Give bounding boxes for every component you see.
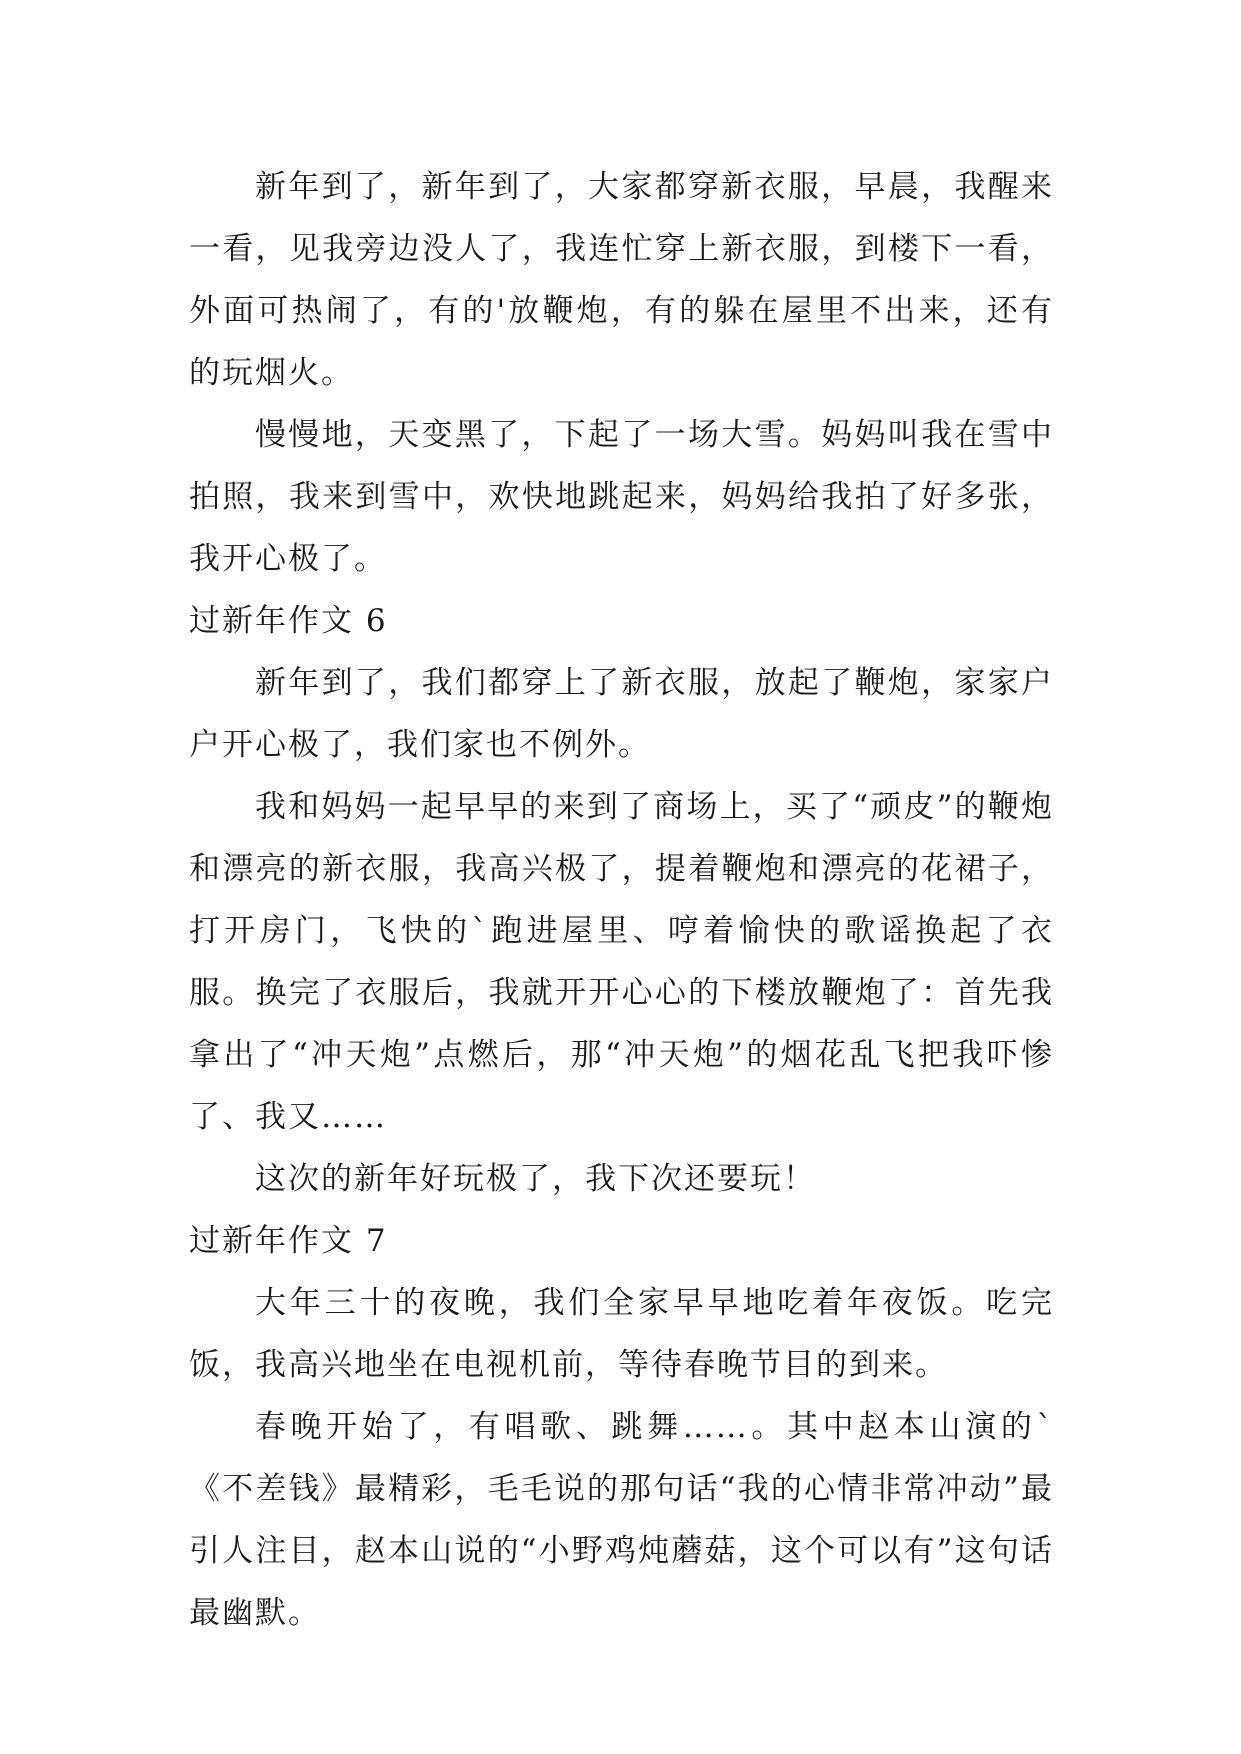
- section-heading: 过新年作文 7: [189, 1223, 388, 1259]
- section-heading: 过新年作文 6: [189, 603, 388, 639]
- paragraph: 新年到了，我们都穿上了新衣服，放起了鞭炮，家家户户开心极了，我们家也不例外。: [189, 665, 1054, 763]
- paragraph: 慢慢地，天变黑了，下起了一场大雪。妈妈叫我在雪中拍照，我来到雪中，欢快地跳起来，妈妈给我拍了好多张，我开心极了。: [189, 417, 1054, 577]
- paragraph: 我和妈妈一起早早的来到了商场上，买了“顽皮”的鞭炮和漂亮的新衣服，我高兴极了，提着鞭炮和漂亮的花裙子，打开房门，飞快的`跑进屋里、哼着愉快的歌谣换起了衣服。换完了衣服后，我就开开心心的下楼放鞭炮了：首先我拿出了“冲天炮”点燃后，那“冲天炮”的烟花乱飞把我吓惨了、我又……: [189, 789, 1054, 1135]
- paragraph: 大年三十的夜晚，我们全家早早地吃着年夜饭。吃完饭，我高兴地坐在电视机前，等待春晚节目的到来。: [189, 1285, 1054, 1383]
- document-body: [189, 156, 1054, 1644]
- paragraph: 这次的新年好玩极了，我下次还要玩！: [255, 1161, 816, 1197]
- paragraph: 春晚开始了，有唱歌、跳舞……。其中赵本山演的`《不差钱》最精彩，毛毛说的那句话“我的心情非常冲动”最引人注目，赵本山说的“小野鸡炖蘑菇，这个可以有”这句话最幽默。: [189, 1409, 1054, 1631]
- paragraph: 新年到了，新年到了，大家都穿新衣服，早晨，我醒来一看，见我旁边没人了，我连忙穿上新衣服，到楼下一看，外面可热闹了，有的'放鞭炮，有的躲在屋里不出来，还有的玩烟火。: [189, 169, 1054, 391]
